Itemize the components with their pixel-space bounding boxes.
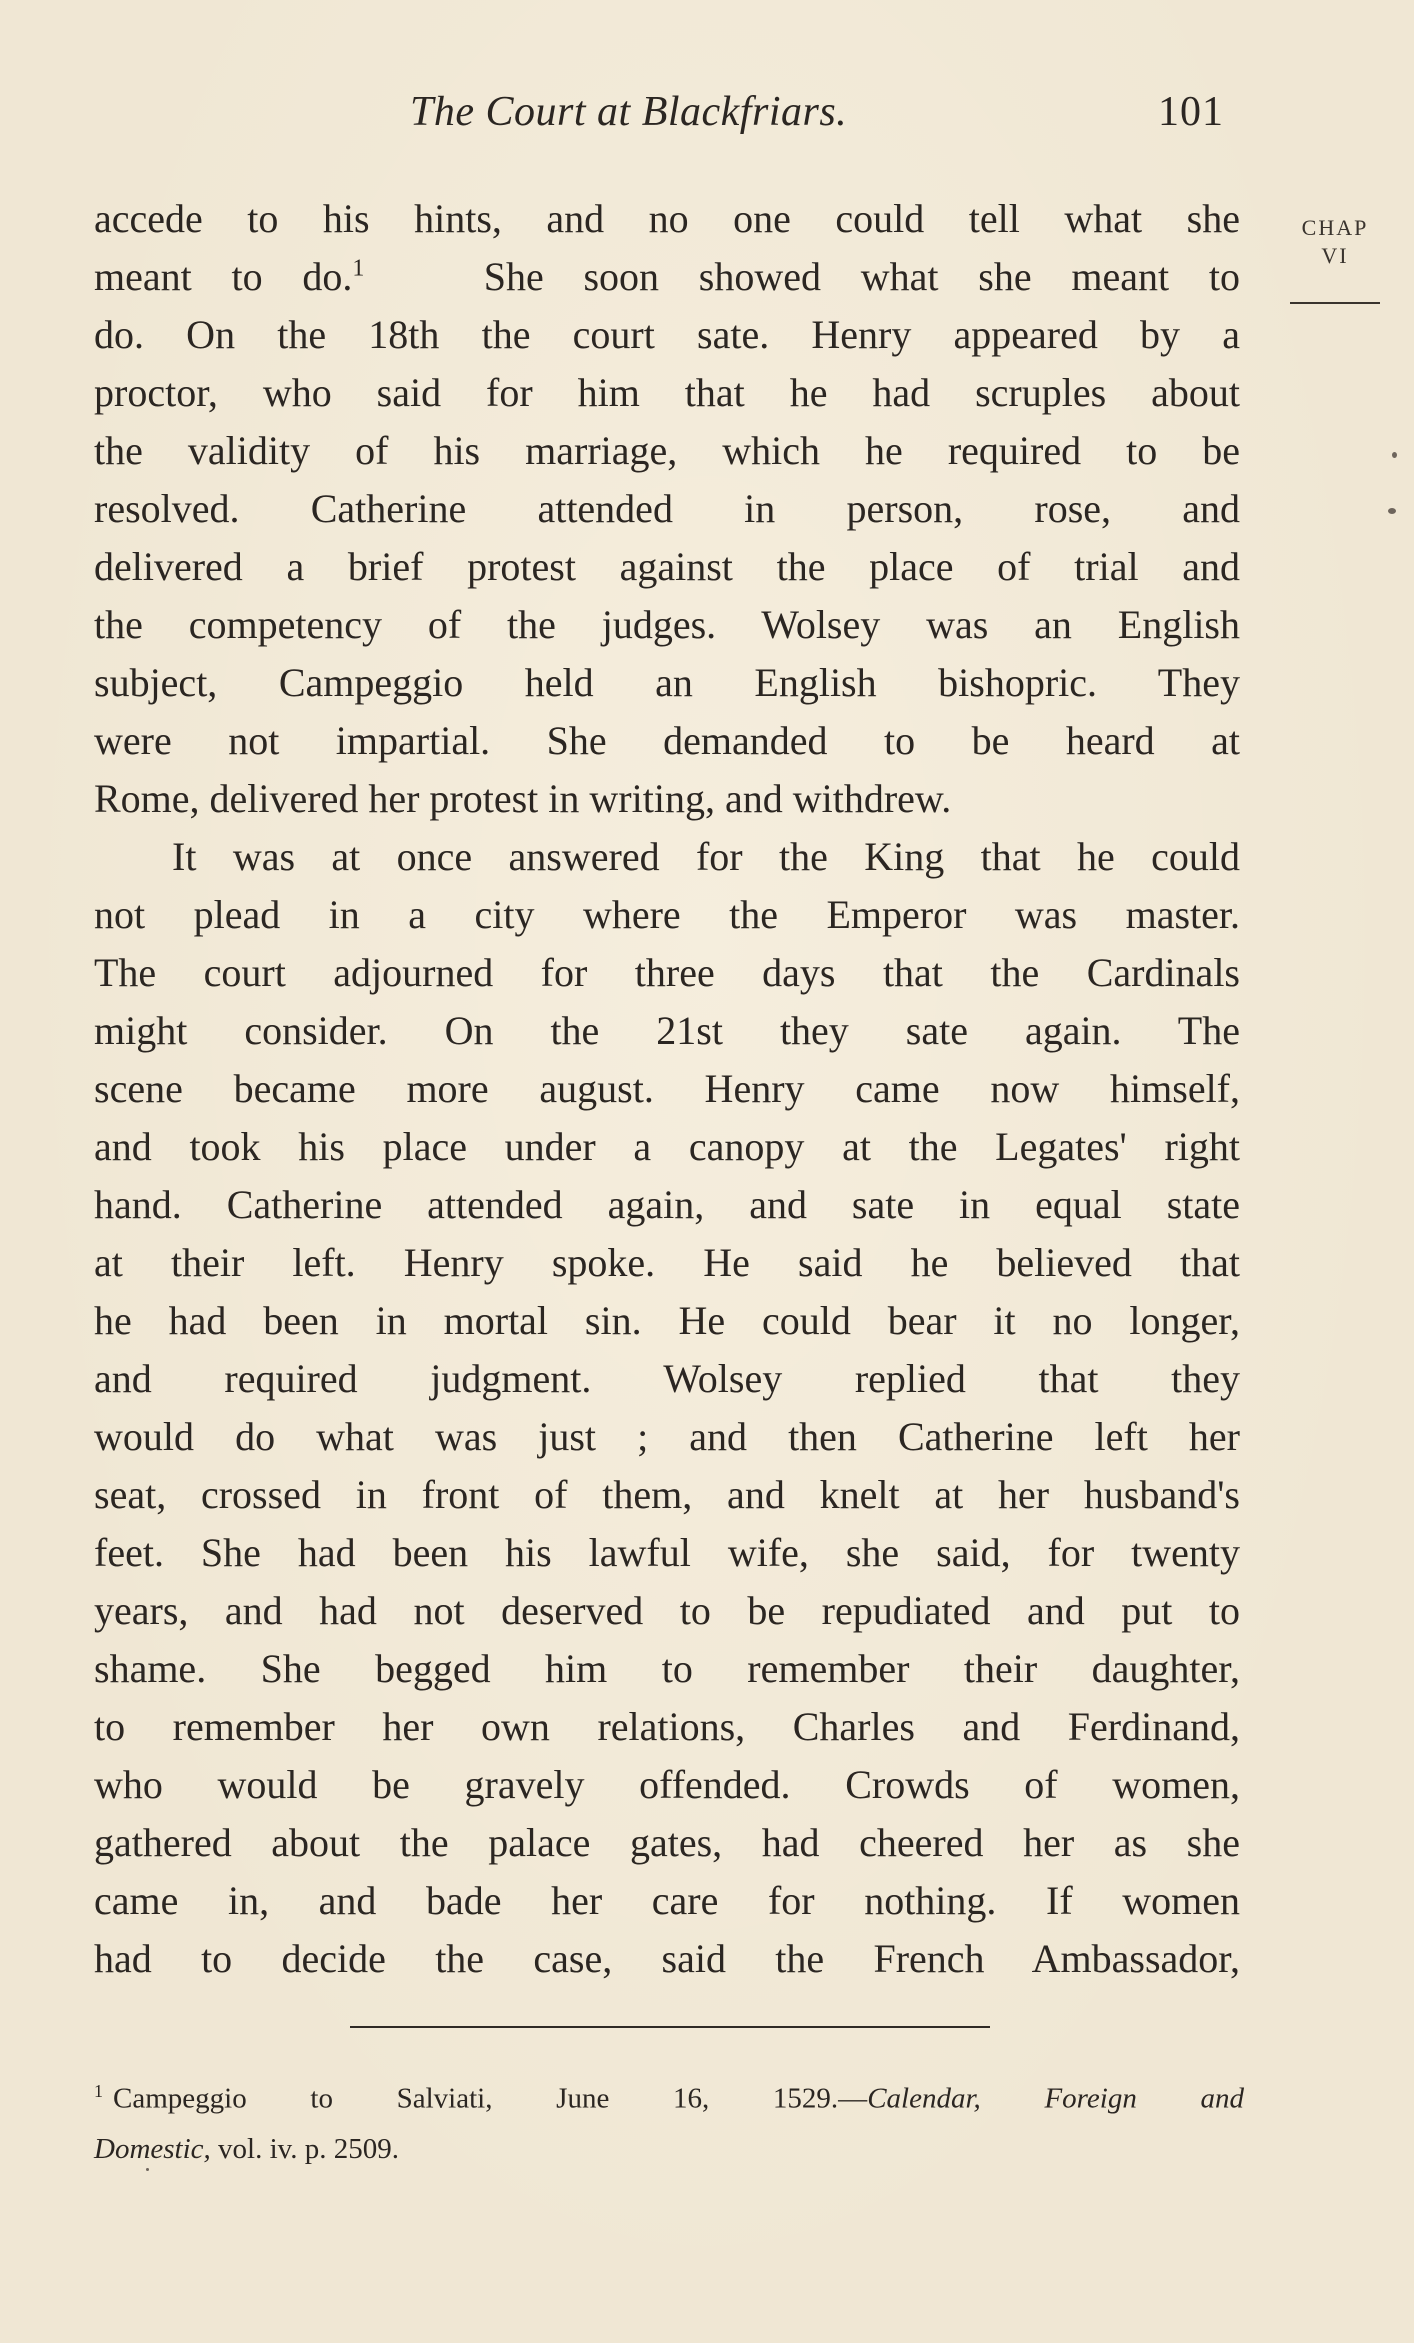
text-fragment: She soon showed what she meant to bbox=[483, 254, 1241, 299]
margin-note-rule bbox=[1290, 302, 1380, 304]
paper-speck bbox=[1388, 508, 1396, 514]
body-text bbox=[94, 190, 1240, 1988]
text-line: would do what was just ; and then Catherine left her bbox=[94, 1414, 1240, 1459]
footnote-citation: Campeggio to Salviati, June 16, 1529.— bbox=[113, 2082, 868, 2115]
paper-speck bbox=[1392, 452, 1397, 458]
text-line: years, and had not deserved to be repudiated and put to bbox=[94, 1588, 1240, 1633]
text-line: the competency of the judges. Wolsey was an English bbox=[94, 602, 1240, 647]
footnote-marker: 1 bbox=[94, 2081, 103, 2101]
text-line: do. On the 18th the court sate. Henry appeared by a bbox=[94, 312, 1240, 357]
footnote-volume: vol. iv. p. 2509. bbox=[210, 2132, 400, 2165]
page-number: 101 bbox=[1158, 89, 1224, 135]
text-line: might consider. On the 21st they sate again. The bbox=[94, 1008, 1240, 1053]
footnote-separator bbox=[350, 2026, 990, 2028]
text-line: hand. Catherine attended again, and sate in equal state bbox=[94, 1182, 1240, 1227]
text-line: feet. She had been his lawful wife, she said, for twenty bbox=[94, 1530, 1240, 1575]
paper-speck bbox=[146, 2168, 149, 2171]
text-line-with-footnote-ref bbox=[94, 248, 1240, 306]
text-line: who would be gravely offended. Crowds of women, bbox=[94, 1762, 1240, 1807]
footnote-line bbox=[94, 2066, 1244, 2124]
text-line: and took his place under a canopy at the Legates' right bbox=[94, 1124, 1240, 1169]
margin-note-chap: CHAP bbox=[1301, 215, 1369, 240]
text-line: at their left. Henry spoke. He said he believed that bbox=[94, 1240, 1240, 1285]
text-line: came in, and bade her care for nothing. If women bbox=[94, 1878, 1240, 1923]
text-line: seat, crossed in front of them, and knelt at her husband's bbox=[94, 1472, 1240, 1517]
text-line: had to decide the case, said the French Ambassador, bbox=[94, 1936, 1240, 1981]
text-line: subject, Campeggio held an English bishopric. They bbox=[94, 660, 1240, 705]
text-fragment: meant to do. bbox=[94, 254, 353, 299]
footnote-source-title: Domestic, bbox=[94, 2132, 211, 2165]
text-line: delivered a brief protest against the place of trial and bbox=[94, 544, 1240, 589]
text-line: proctor, who said for him that he had scruples about bbox=[94, 370, 1240, 415]
text-line: Rome, delivered her protest in writing, and withdrew. bbox=[94, 776, 952, 821]
text-line: The court adjourned for three days that the Cardinals bbox=[94, 950, 1240, 995]
text-line: to remember her own relations, Charles and Ferdinand, bbox=[94, 1704, 1240, 1749]
text-line: scene became more august. Henry came now himself, bbox=[94, 1066, 1240, 1111]
text-line: were not impartial. She demanded to be heard at bbox=[94, 718, 1240, 763]
running-head bbox=[0, 88, 1414, 148]
footnote bbox=[94, 2066, 1244, 2174]
text-line: he had been in mortal sin. He could bear it no longer, bbox=[94, 1298, 1240, 1343]
footnote-source-title: Calendar, Foreign and bbox=[867, 2082, 1244, 2115]
text-line: gathered about the palace gates, had cheered her as she bbox=[94, 1820, 1240, 1865]
running-title: The Court at Blackfriars. bbox=[410, 89, 848, 135]
footnote-line bbox=[94, 2124, 1244, 2174]
text-line-paragraph-start: It was at once answered for the King that he could bbox=[172, 834, 1240, 879]
footnote-reference: 1 bbox=[352, 255, 365, 282]
text-line: resolved. Catherine attended in person, rose, and bbox=[94, 486, 1240, 531]
chapter-margin-note bbox=[1290, 214, 1380, 270]
text-line: accede to his hints, and no one could tell what she bbox=[94, 196, 1240, 241]
text-line: shame. She begged him to remember their daughter, bbox=[94, 1646, 1240, 1691]
text-line: the validity of his marriage, which he required to be bbox=[94, 428, 1240, 473]
margin-note-number: VI bbox=[1321, 243, 1349, 268]
text-line: not plead in a city where the Emperor was master. bbox=[94, 892, 1240, 937]
text-line: and required judgment. Wolsey replied that they bbox=[94, 1356, 1240, 1401]
